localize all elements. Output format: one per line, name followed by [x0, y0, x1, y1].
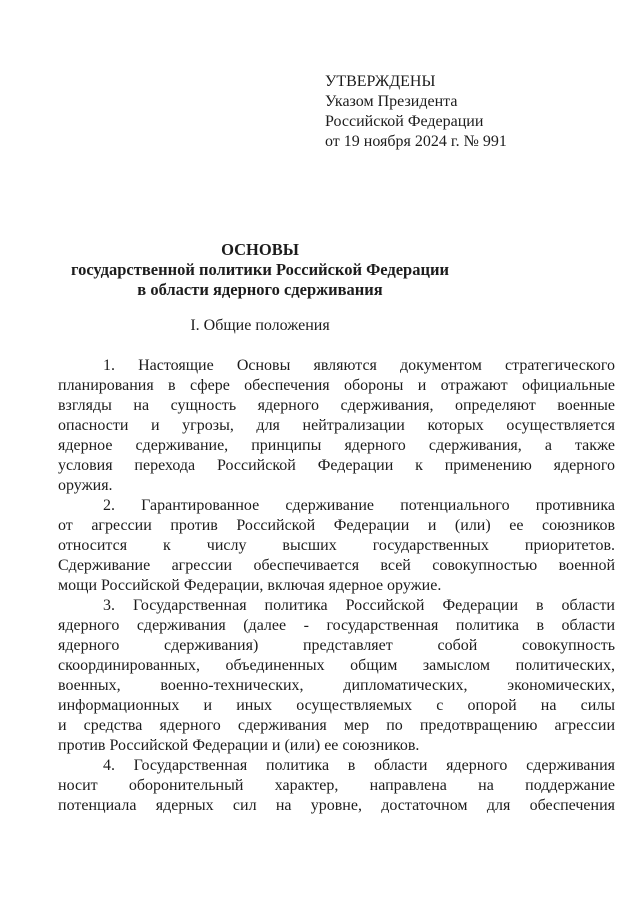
doc-line: 4. Государственная политика в области ядерного сдерживания: [103, 757, 615, 774]
doc-line: ядерного сдерживания) представляет собой совокупность: [58, 637, 615, 654]
title-line: государственной политики Российской Федерации: [70, 260, 449, 279]
doc-line: военных, военно-технических, дипломатических, экономических,: [58, 677, 615, 694]
doc-line: от агрессии против Российской Федерации и (или) ее союзников: [58, 517, 615, 534]
document-body: [58, 356, 615, 816]
approval-line: Российской Федерации: [325, 113, 484, 130]
doc-line: оружия.: [58, 477, 113, 494]
doc-line: 3. Государственная политика Российской Федерации в области: [103, 597, 615, 614]
paragraph: [58, 596, 615, 756]
doc-line: 1. Настоящие Основы являются документом стратегического: [103, 357, 615, 374]
doc-line: относится к числу высших государственных приоритетов.: [58, 537, 615, 554]
doc-line: условия перехода Российской Федерации к применению ядерного: [58, 457, 615, 474]
doc-line: мощи Российской Федерации, включая ядерное оружие.: [58, 577, 442, 594]
doc-line: скоординированных, объединенных общим замыслом политических,: [58, 657, 615, 674]
paragraph: [58, 496, 615, 596]
doc-line: информационных и иных осуществляемых с опорой на силы: [58, 697, 615, 714]
title-line: ОСНОВЫ: [221, 240, 299, 259]
doc-line: ядерное сдерживание, принципы ядерного сдерживания, а также: [58, 437, 615, 454]
approval-line: УТВЕРЖДЕНЫ: [325, 73, 436, 90]
paragraph: [58, 756, 615, 816]
doc-line: ядерного сдерживания (далее - государственная политика в области: [58, 617, 615, 634]
doc-line: носит оборонительный характер, направлена на поддержание: [58, 777, 615, 794]
doc-line: 2. Гарантированное сдерживание потенциального противника: [103, 497, 615, 514]
doc-line: взгляды на сущность ядерного сдерживания, определяют военные: [58, 397, 615, 414]
title-line: в области ядерного сдерживания: [137, 280, 383, 299]
doc-line: потенциала ядерных сил на уровне, достаточном для обеспечения: [58, 797, 615, 814]
approval-line: Указом Президента: [325, 93, 458, 110]
doc-line: Сдерживание агрессии обеспечивается всей совокупностью военной: [58, 557, 615, 574]
approval-block: [325, 72, 585, 152]
approval-line: от 19 ноября 2024 г. № 991: [325, 133, 507, 150]
doc-line: опасности и угрозы, для нейтрализации которых осуществляется: [58, 417, 615, 434]
doc-line: против Российской Федерации и (или) ее союзников.: [58, 737, 420, 754]
section-heading: I. Общие положения: [190, 317, 330, 334]
paragraph: [58, 356, 615, 496]
doc-line: и средства ядерного сдерживания мер по предотвращению агрессии: [58, 717, 615, 734]
document-title: [58, 240, 462, 300]
doc-line: планирования в сфере обеспечения обороны и отражают официальные: [58, 377, 615, 394]
